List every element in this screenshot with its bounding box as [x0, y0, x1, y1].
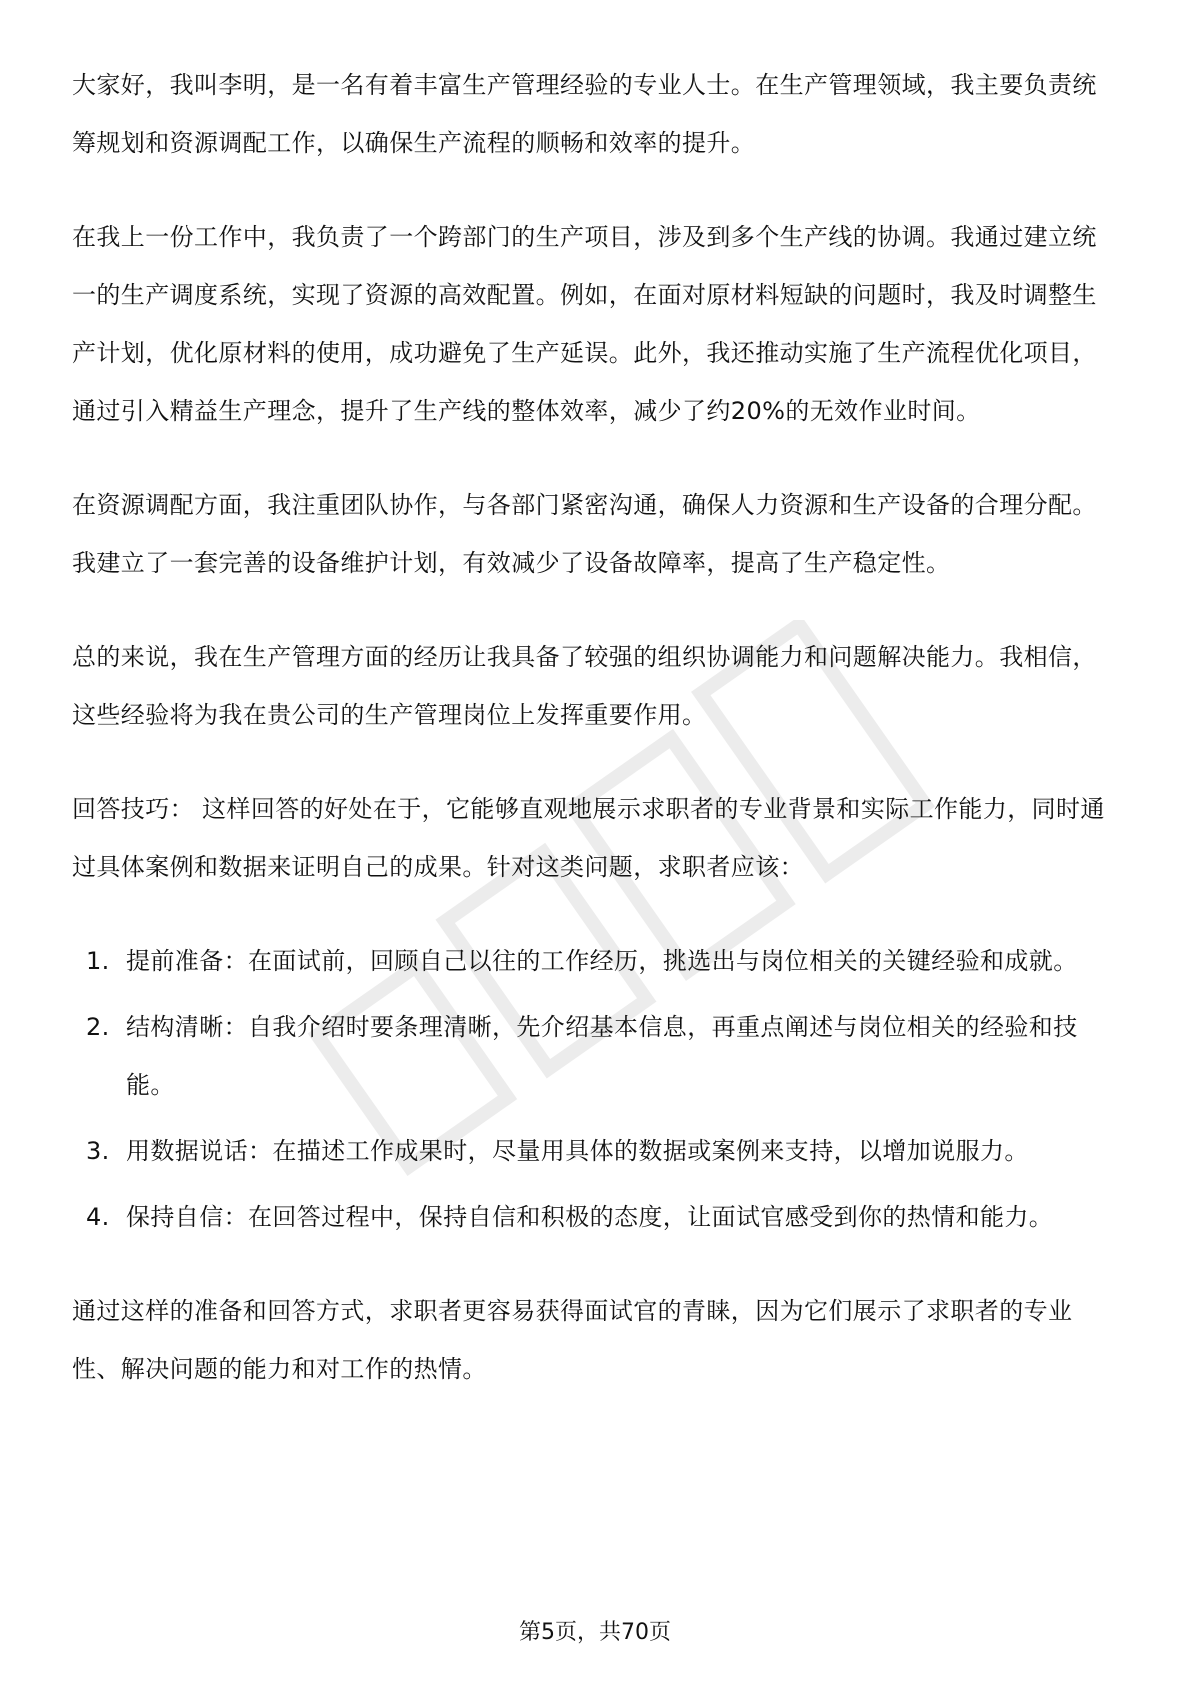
list-item-text: 保持自信：在回答过程中，保持自信和积极的态度，让面试官感受到你的热情和能力。: [126, 1203, 1054, 1231]
summary-paragraph: 总的来说，我在生产管理方面的经历让我具备了较强的组织协调能力和问题解决能力。我相信，这些经验将为我在贵公司的生产管理岗位上发挥重要作用。: [72, 643, 1097, 729]
document-body: [72, 56, 1118, 1434]
list-item: [72, 1188, 1118, 1246]
list-item-number: 1.: [86, 947, 110, 975]
list-item-number: 2.: [86, 1013, 110, 1041]
experience-paragraph: 在我上一份工作中，我负责了一个跨部门的生产项目，涉及到多个生产线的协调。我通过建立统一的生产调度系统，实现了资源的高效配置。例如，在面对原材料短缺的问题时，我及时调整生产计划，优化原材料的使用，成功避免了生产延误。此外，我还推动实施了生产流程优化项目，通过引入精益生产理念，提升了生产线的整体效率，减少了约20%的无效作业时间。: [72, 223, 1097, 425]
list-item-text: 用数据说话：在描述工作成果时，尽量用具体的数据或案例来支持，以增加说服力。: [126, 1137, 1029, 1165]
page-number: 第5页，共70页: [519, 1620, 671, 1645]
tips-intro-paragraph: 回答技巧： 这样回答的好处在于，它能够直观地展示求职者的专业背景和实际工作能力，同时通过具体案例和数据来证明自己的成果。针对这类问题，求职者应该：: [72, 795, 1105, 881]
list-item-number: 3.: [86, 1137, 110, 1165]
list-item-text: 结构清晰：自我介绍时要条理清晰，先介绍基本信息，再重点阐述与岗位相关的经验和技能。: [126, 1013, 1078, 1099]
list-item: [72, 998, 1118, 1114]
list-item-number: 4.: [86, 1203, 110, 1231]
closing-paragraph: 通过这样的准备和回答方式，求职者更容易获得面试官的青睐，因为它们展示了求职者的专业性、解决问题的能力和对工作的热情。: [72, 1297, 1073, 1383]
list-item: [72, 932, 1118, 990]
tips-list: [72, 932, 1118, 1246]
resource-paragraph: 在资源调配方面，我注重团队协作，与各部门紧密沟通，确保人力资源和生产设备的合理分配。我建立了一套完善的设备维护计划，有效减少了设备故障率，提高了生产稳定性。: [72, 491, 1097, 577]
list-item: [72, 1122, 1118, 1180]
list-item-text: 提前准备：在面试前，回顾自己以往的工作经历，挑选出与岗位相关的关键经验和成就。: [126, 947, 1078, 975]
intro-paragraph: 大家好，我叫李明，是一名有着丰富生产管理经验的专业人士。在生产管理领域，我主要负责统筹规划和资源调配工作，以确保生产流程的顺畅和效率的提升。: [72, 71, 1097, 157]
